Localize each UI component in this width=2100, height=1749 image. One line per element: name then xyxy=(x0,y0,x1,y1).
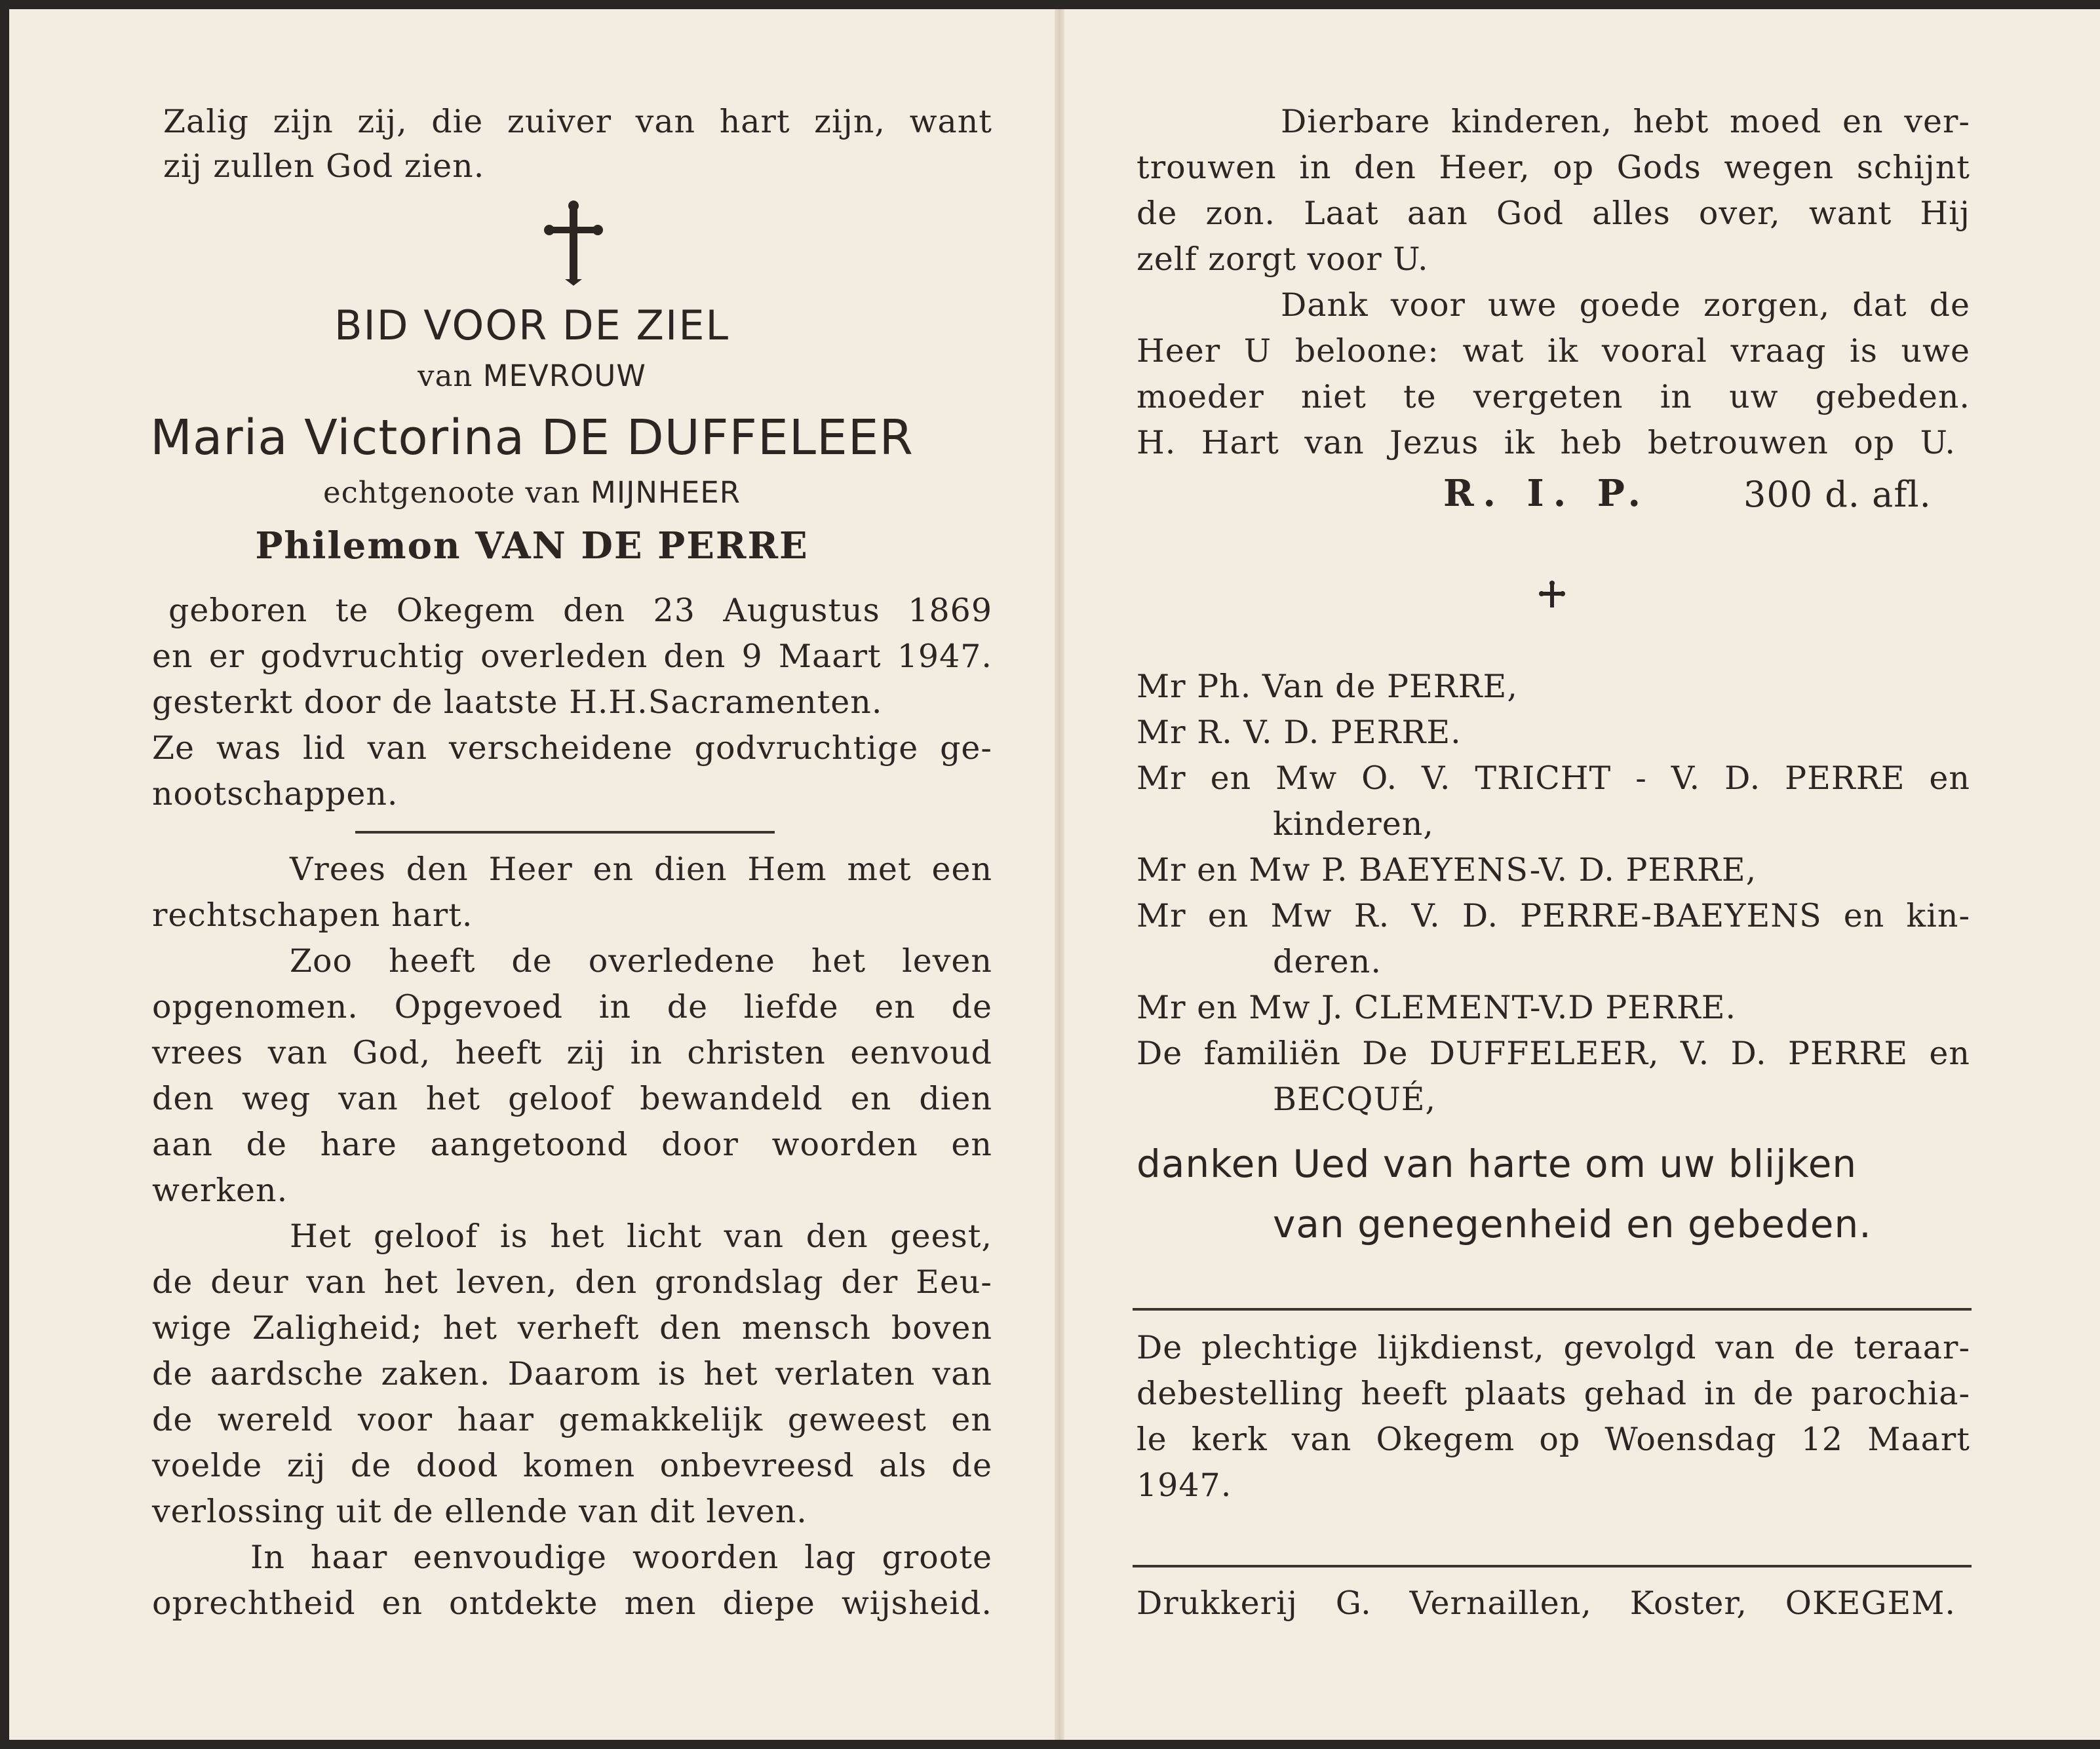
funeral-line-2: debestelling heeft plaats gehad in de parochia- xyxy=(1137,1375,1970,1412)
epigraph-line-1: Zalig zijn zij, die zuiver van hart zijn, want xyxy=(163,103,992,140)
bio-line-5: nootschappen. xyxy=(152,775,399,813)
bio-line-2: en er godvruchtig overleden den 9 Maart 1947. xyxy=(152,638,992,675)
fold-crease xyxy=(1055,9,1064,1740)
rip: R. I. P. xyxy=(1443,472,1650,515)
message-line-4: zelf zorgt voor U. xyxy=(1137,240,1429,278)
meditation-line-5: vrees van God, heeft zij in christen eenvoud xyxy=(152,1034,992,1071)
message-line-7: moeder niet te vergeten in uw gebeden. xyxy=(1137,378,1970,415)
family-line-10: BECQUÉ, xyxy=(1273,1081,1437,1118)
message-line-5: Dank voor uwe goede zorgen, dat de xyxy=(1281,286,1970,324)
meditation-line-17: oprechtheid en ontdekte men diepe wijsheid. xyxy=(152,1585,992,1622)
meditation-line-13: de wereld voor haar gemakkelijk geweest en xyxy=(152,1401,992,1438)
right-divider-2 xyxy=(1133,1565,1972,1567)
meditation-line-2: rechtschapen hart. xyxy=(152,896,473,934)
bio-line-1: geboren te Okegem den 23 Augustus 1869 xyxy=(168,592,992,629)
heading: BID VOOR DE ZIEL xyxy=(334,301,730,349)
epigraph-line-2: zij zullen God zien. xyxy=(163,147,485,185)
message-line-1: Dierbare kinderen, hebt moed en ver- xyxy=(1281,103,1970,140)
funeral-line-1: De plechtige lijkdienst, gevolgd van de teraar- xyxy=(1137,1329,1970,1366)
family-line-4: kinderen, xyxy=(1273,805,1434,843)
family-line-9: De familiën De DUFFELEER, V. D. PERRE en xyxy=(1137,1035,1970,1072)
family-line-1: Mr Ph. Van de PERRE, xyxy=(1137,668,1518,705)
meditation-line-10: de deur van het leven, den grondslag der Eeu- xyxy=(152,1263,992,1301)
van-line xyxy=(9,356,1055,396)
title-mijnheer: MIJNHEER xyxy=(591,475,741,510)
family-line-3: Mr en Mw O. V. TRICHT - V. D. PERRE en xyxy=(1137,759,1970,797)
family-line-8: Mr en Mw J. CLEMENT-V.D PERRE. xyxy=(1137,989,1737,1026)
meditation-line-7: aan de hare aangetoond door woorden en xyxy=(152,1126,992,1163)
spouse-name: Philemon VAN DE PERRE xyxy=(255,524,809,567)
echtgenoote-line xyxy=(9,473,1055,512)
meditation-line-6: den weg van het geloof bewandeld en dien xyxy=(152,1080,992,1117)
family-line-2: Mr R. V. D. PERRE. xyxy=(1137,714,1462,751)
family-line-6: Mr en Mw R. V. D. PERRE-BAEYENS en kin- xyxy=(1137,897,1970,934)
cross-icon xyxy=(544,201,603,286)
meditation-line-3: Zoo heeft de overledene het leven xyxy=(290,942,992,980)
funeral-line-4: 1947. xyxy=(1137,1467,1232,1504)
meditation-line-16: In haar eenvoudige woorden lag groote xyxy=(250,1539,992,1576)
family-line-5: Mr en Mw P. BAEYENS-V. D. PERRE, xyxy=(1137,851,1757,889)
bio-line-4: Ze was lid van verscheidene godvruchtige ge- xyxy=(152,729,992,767)
meditation-line-14: voelde zij de dood komen onbevreesd als de xyxy=(152,1447,992,1484)
deceased-name: Maria Victorina DE DUFFELEER xyxy=(150,410,914,466)
meditation-line-1: Vrees den Heer en dien Hem met een xyxy=(290,851,992,888)
right-panel xyxy=(1064,9,2100,1740)
message-line-2: trouwen in den Heer, op Gods wegen schijnt xyxy=(1137,149,1970,186)
message-line-6: Heer U beloone: wat ik vooral vraag is uwe xyxy=(1137,332,1970,370)
message-line-8: H. Hart van Jezus ik heb betrouwen op U. xyxy=(1137,424,1956,461)
title-mevrouw: MEVROUW xyxy=(482,358,646,393)
meditation-line-11: wige Zaligheid; het verheft den mensch boven xyxy=(152,1309,992,1347)
small-cross-icon xyxy=(1539,581,1565,609)
meditation-line-9: Het geloof is het licht van den geest, xyxy=(290,1218,992,1255)
meditation-line-8: werken. xyxy=(152,1172,288,1209)
meditation-line-4: opgenomen. Opgevoed in de liefde en de xyxy=(152,988,992,1026)
thanks-line-2: van genegenheid en gebeden. xyxy=(1273,1202,1872,1246)
echtgenoote-prefix: echtgenoote van xyxy=(322,475,581,510)
left-divider xyxy=(355,831,775,834)
left-panel xyxy=(9,9,1055,1740)
van-prefix: van xyxy=(418,358,473,393)
message-line-3: de zon. Laat aan God alles over, want Hij xyxy=(1137,195,1970,232)
meditation-line-12: de aardsche zaken. Daarom is het verlaten van xyxy=(152,1355,992,1393)
family-line-7: deren. xyxy=(1273,943,1382,980)
funeral-line-3: le kerk van Okegem op Woensdag 12 Maart xyxy=(1137,1421,1970,1458)
right-divider-1 xyxy=(1133,1308,1972,1311)
meditation-line-15: verlossing uit de ellende van dit leven. xyxy=(152,1493,807,1530)
bio-line-3: gesterkt door de laatste H.H.Sacramenten. xyxy=(152,683,883,721)
thanks-line-1: danken Ued van harte om uw blijken xyxy=(1137,1142,1857,1186)
indulgence: 300 d. afl. xyxy=(1743,474,1932,515)
printer: Drukkerij G. Vernaillen, Koster, OKEGEM. xyxy=(1137,1585,1956,1622)
